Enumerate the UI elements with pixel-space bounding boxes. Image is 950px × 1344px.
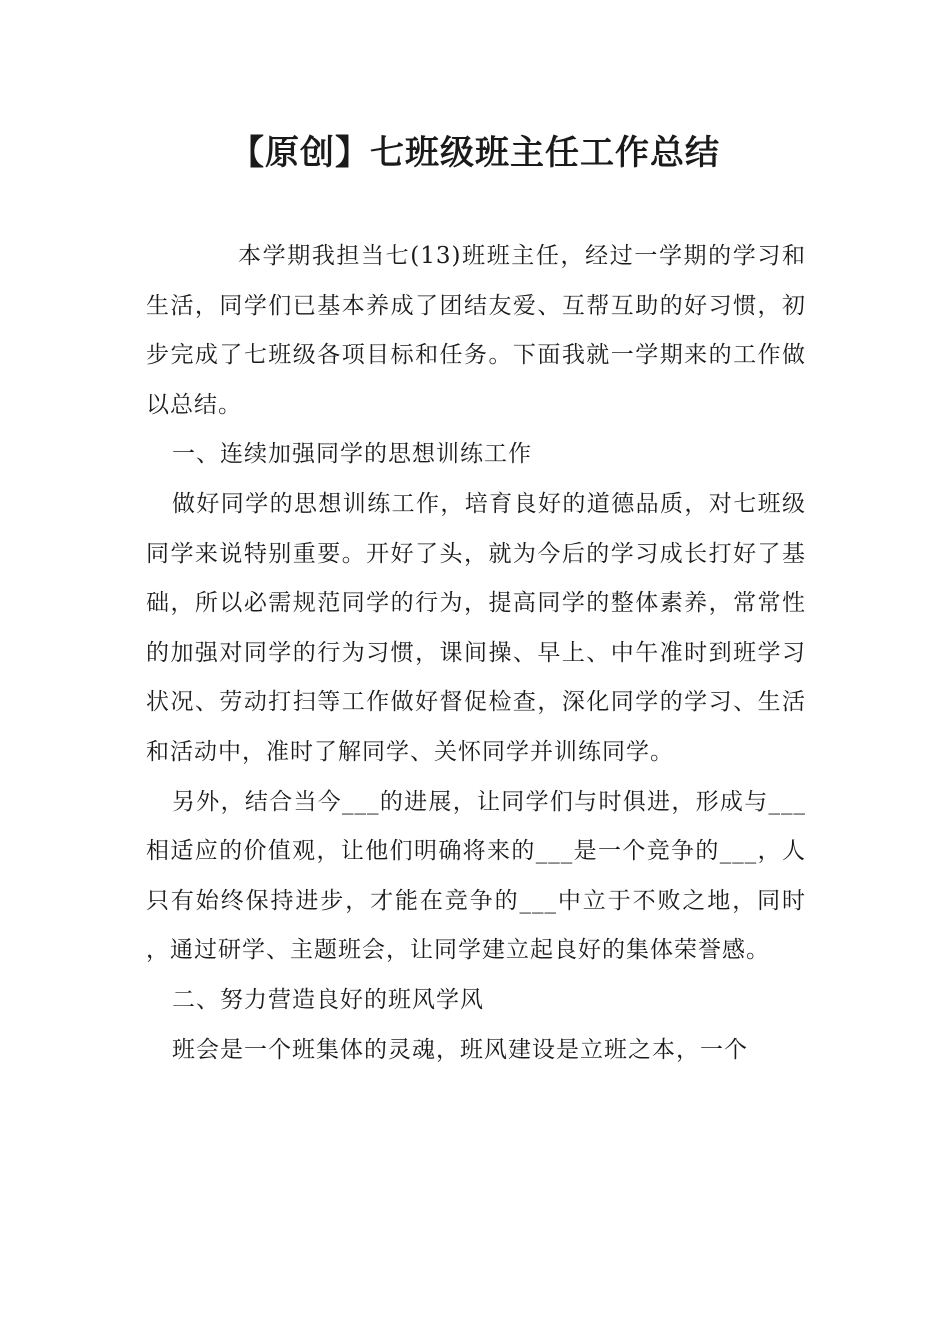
section-heading-2: 二、努力营造良好的班风学风 [172, 986, 484, 1013]
paragraph-intro: 本学期我担当七(13)班班主任，经过一学期的学习和生活，同学们已基本养成了团结友爱、互帮互助的好习惯，初步完成了七班级各项目标和任务。下面我就一学期来的工作做以总结。 [146, 243, 806, 418]
section-heading-1: 一、连续加强同学的思想训练工作 [172, 441, 532, 468]
paragraph-section-2: 班会是一个班集体的灵魂，班风建设是立班之本，一个 [172, 1036, 748, 1063]
paragraph-section-1: 做好同学的思想训练工作，培育良好的道德品质，对七班级同学来说特别重要。开好了头，就为今后的学习成长打好了基础，所以必需规范同学的行为，提高同学的整体素养，常常性的加强对同学的行为习惯，课间操、早上、中午准时到班学习状况、劳动打扫等工作做好督促检查，深化同学的学习、生活和活动中，准时了解同学、关怀同学并训练同学。 [146, 490, 806, 765]
document-title: 【原创】七班级班主任工作总结 [230, 133, 720, 173]
document-body [146, 232, 806, 1075]
paragraph-section-1-extra: 另外，结合当今___的进展，让同学们与时俱进，形成与___相适应的价值观，让他们明确将来的___是一个竞争的___，人只有始终保持进步，才能在竞争的___中立于不败之地，同时，通过研学、主题班会，让同学建立起良好的集体荣誉感。 [146, 788, 806, 964]
